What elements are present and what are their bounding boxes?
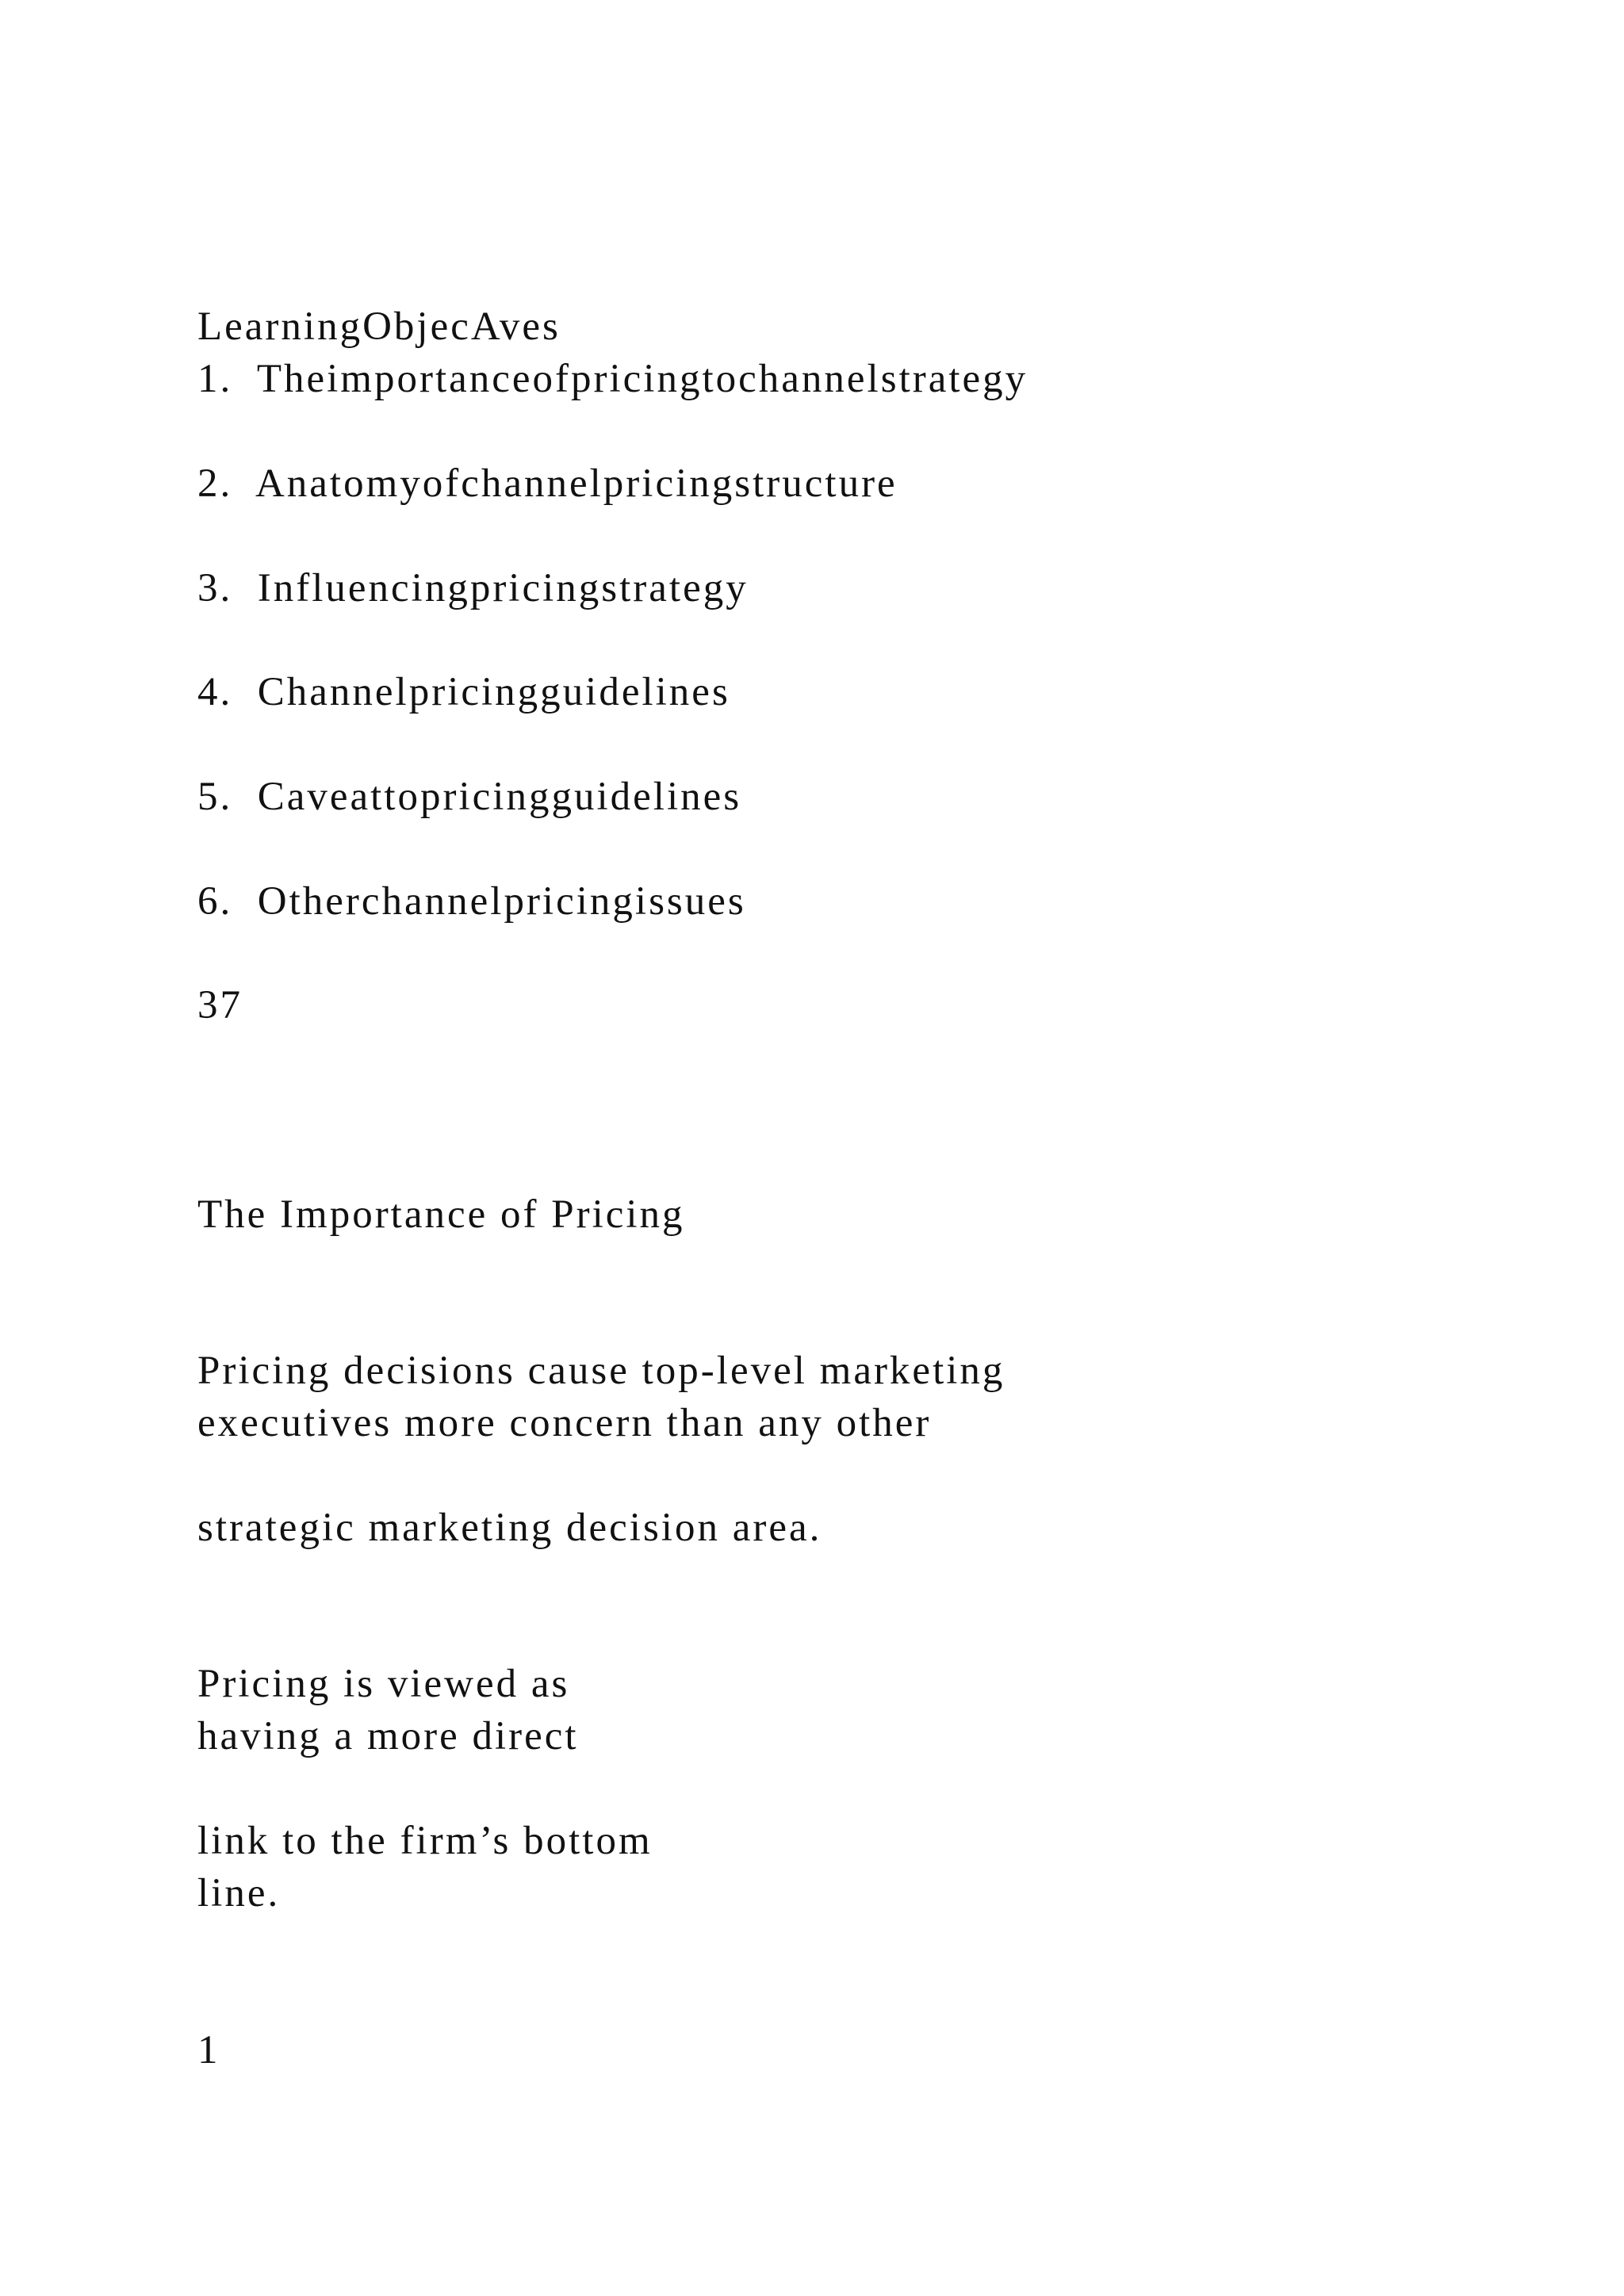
objective-text: Anatomyofchannelpricingstructure (255, 461, 898, 506)
objective-text: Theimportanceofpricingtochannelstrategy (256, 357, 1028, 401)
paragraph-2-line-3: link to the firm’s bottom (197, 1819, 653, 1863)
objective-number: 6. (197, 879, 233, 924)
paragraph-2-line-2: having a more direct (197, 1714, 579, 1758)
objective-text: Channelpricingguidelines (257, 670, 730, 714)
objective-number: 2. (197, 461, 233, 506)
objective-item-6 (197, 878, 746, 925)
objective-item-1 (197, 355, 1028, 403)
objective-number: 4. (197, 670, 233, 714)
objectives-heading: LearningObjecAves (197, 304, 561, 349)
paragraph-1-line-3: strategic marketing decision area. (197, 1506, 822, 1550)
objective-item-4 (197, 668, 730, 716)
objective-item-5 (197, 773, 741, 821)
paragraph-2-line-1: Pricing is viewed as (197, 1662, 570, 1706)
page-number: 1 (197, 2028, 220, 2072)
objective-text: Influencingpricingstrategy (257, 566, 749, 610)
objective-number: 5. (197, 775, 233, 819)
paragraph-1-line-1: Pricing decisions cause top-level marketing (197, 1349, 1005, 1393)
objective-item-2 (197, 460, 898, 507)
paragraph-1-line-2: executives more concern than any other (197, 1401, 932, 1445)
objective-text: Otherchannelpricingissues (257, 879, 746, 924)
objective-number: 3. (197, 566, 233, 610)
section-title: The Importance of Pricing (197, 1192, 685, 1237)
paragraph-2-line-4: line. (197, 1871, 281, 1915)
objective-item-3 (197, 564, 749, 612)
objective-number: 1. (197, 357, 233, 401)
slide-number: 37 (197, 983, 243, 1027)
objective-text: Caveattopricingguidelines (257, 775, 742, 819)
